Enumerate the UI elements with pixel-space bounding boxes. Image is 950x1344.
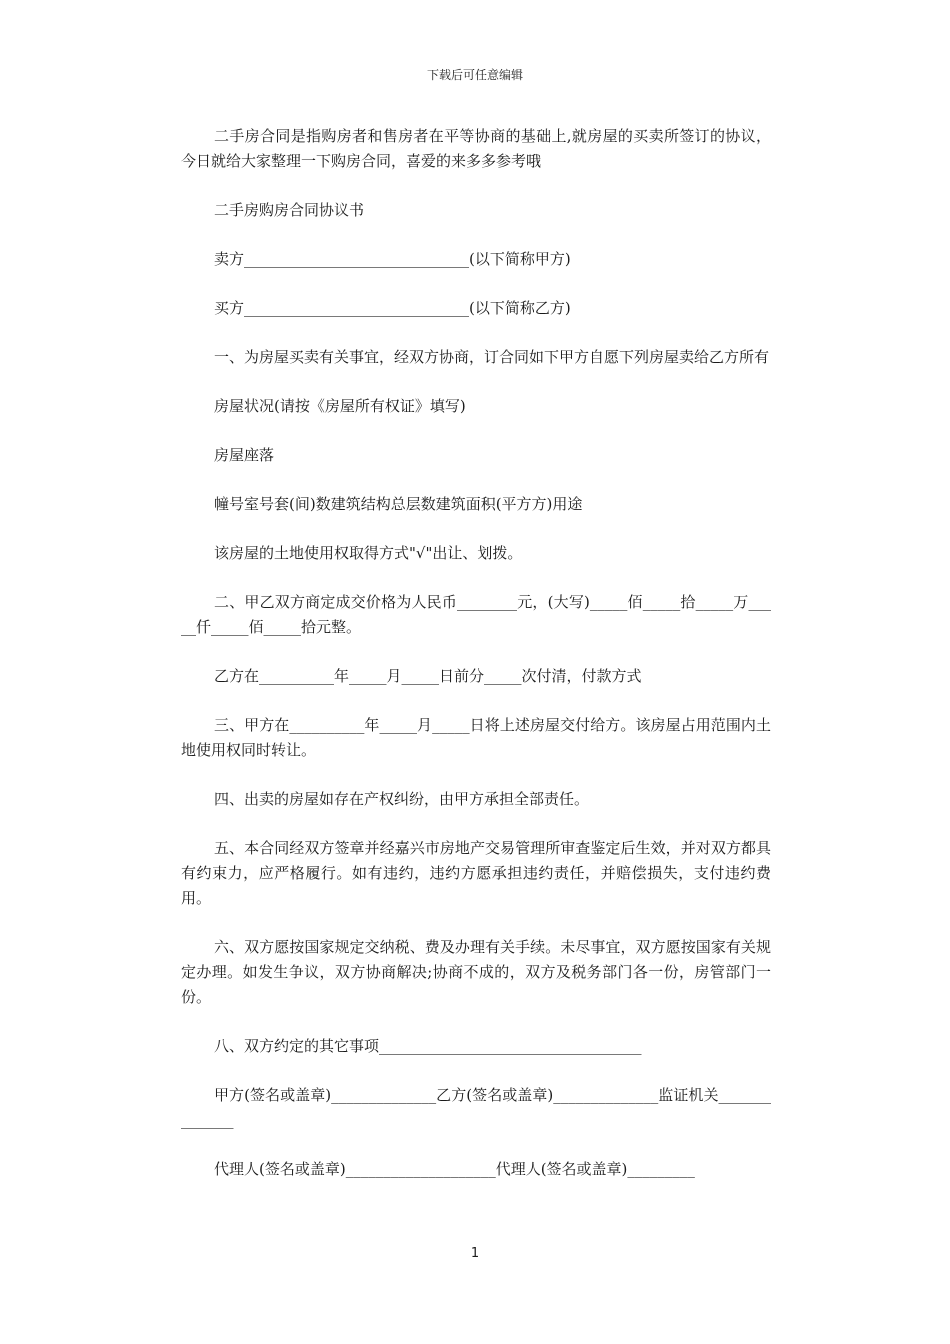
paragraph-signatures: 甲方(签名或盖章)______________乙方(签名或盖章)______________监证机关______________ (181, 1086, 771, 1129)
paragraph-agents: 代理人(签名或盖章)____________________代理人(签名或盖章)_________ (214, 1160, 695, 1178)
paragraph-payment: 乙方在__________年_____月_____日前分_____次付清，付款方式 (214, 667, 642, 685)
paragraph-intro: 二手房合同是指购房者和售房者在平等协商的基础上,就房屋的买卖所签订的协议，今日就给大家整理一下购房合同，喜爱的来多多参考哦 (181, 127, 771, 170)
paragraph-house-details: 幢号室号套(间)数建筑结构总层数建筑面积(平方方)用途 (214, 495, 583, 513)
paragraph-buyer: 买方______________________________(以下简称乙方) (214, 299, 571, 317)
paragraph-clause-2: 二、甲乙双方商定成交价格为人民币________元，(大写)_____佰_____拾_____万_____仟_____佰_____拾元整。 (181, 593, 771, 636)
paragraph-clause-3: 三、甲方在__________年_____月_____日将上述房屋交付给方。该房屋占用范围内土地使用权同时转让。 (181, 716, 771, 759)
paragraph-land-use: 该房屋的土地使用权取得方式"√"出让、划拨。 (214, 544, 523, 562)
paragraph-clause-5: 五、本合同经双方签章并经嘉兴市房地产交易管理所审查鉴定后生效，并对双方都具有约束力，应严格履行。如有违约，违约方愿承担违约责任，并赔偿损失，支付违约费用。 (181, 839, 771, 907)
page-number: 1 (470, 1246, 480, 1261)
paragraph-title: 二手房购房合同协议书 (214, 201, 365, 219)
paragraph-house-location: 房屋座落 (214, 446, 275, 464)
paragraph-clause-1: 一、为房屋买卖有关事宜，经双方协商，订合同如下甲方自愿下列房屋卖给乙方所有 (214, 348, 770, 366)
paragraph-clause-8: 八、双方约定的其它事项___________________________________ (214, 1037, 642, 1055)
document-body (181, 124, 771, 1206)
header-note: 下载后可任意编辑 (426, 68, 523, 82)
paragraph-house-status: 房屋状况(请按《房屋所有权证》填写) (214, 397, 466, 415)
paragraph-clause-4: 四、出卖的房屋如存在产权纠纷，由甲方承担全部责任。 (214, 790, 590, 808)
paragraph-clause-6: 六、双方愿按国家规定交纳税、费及办理有关手续。未尽事宜，双方愿按国家有关规定办理。如发生争议，双方协商解决;协商不成的，双方及税务部门各一份，房管部门一份。 (181, 938, 771, 1006)
paragraph-seller: 卖方______________________________(以下简称甲方) (214, 250, 571, 268)
